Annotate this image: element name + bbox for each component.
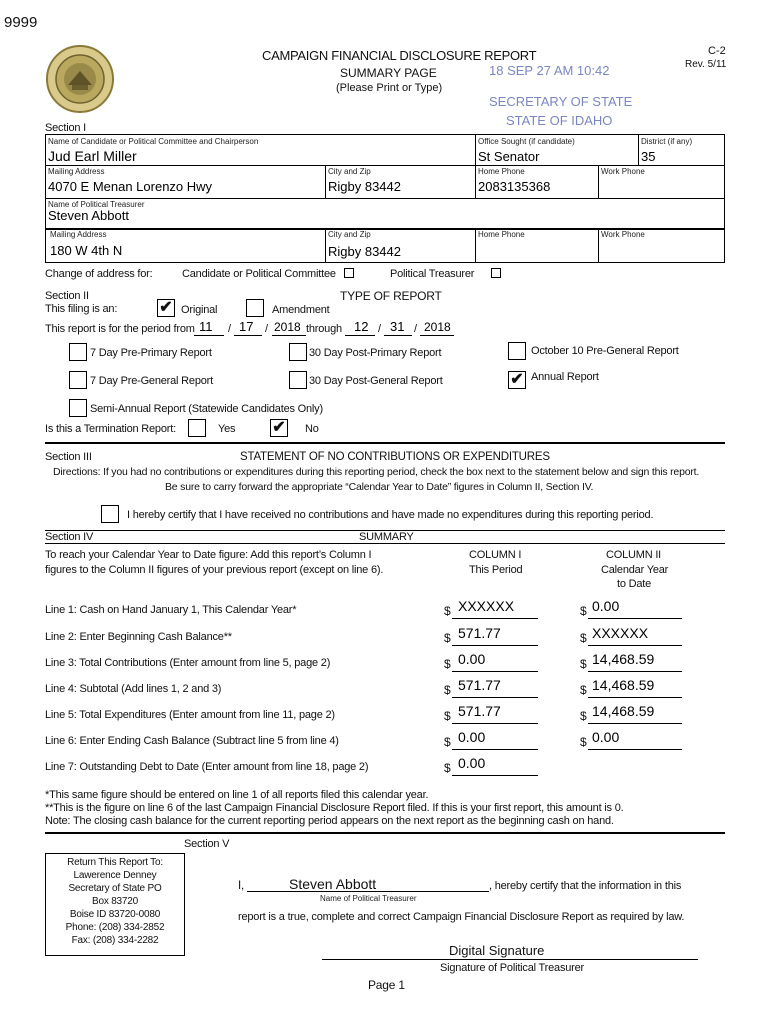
termination-no-checkbox[interactable] (270, 419, 288, 437)
change-candidate-checkbox[interactable] (344, 268, 354, 278)
col1-currency: $ (444, 735, 451, 749)
summary-instruction-1: To reach your Calendar Year to Date figure: Add this report’s Column I (45, 549, 372, 561)
col1-amount-field[interactable]: 571.77 (458, 677, 501, 693)
october-10-checkbox[interactable] (508, 342, 526, 360)
semi-annual-label: Semi-Annual Report (Statewide Candidates Only) (90, 403, 323, 415)
certify-text-2: report is a true, complete and correct Campaign Financial Disclosure Report as required by law. (238, 911, 685, 923)
semi-annual-checkbox[interactable] (69, 399, 87, 417)
termination-no-label: No (305, 423, 319, 435)
summary-line-label: Line 5: Total Expenditures (Enter amount from line 11, page 2) (45, 709, 335, 721)
annual-report-label: Annual Report (531, 371, 599, 383)
return-address-line: Phone: (208) 334-2852 (65, 922, 165, 933)
post-primary-30-label: 30 Day Post-Primary Report (309, 347, 442, 359)
checkmark-icon: ✔ (159, 299, 173, 316)
col1-currency: $ (444, 657, 451, 671)
col2-amount-field[interactable]: XXXXXX (592, 625, 649, 641)
treasurer-mailing-field[interactable]: 180 W 4th N (50, 243, 123, 258)
col2-amount-field[interactable]: 14,468.59 (592, 651, 655, 667)
from-day-field[interactable]: 17 (239, 319, 254, 334)
original-label: Original (181, 304, 218, 316)
state-seal (46, 45, 114, 113)
return-address-line: Fax: (208) 334-2282 (71, 935, 159, 946)
summary-line-label: Line 4: Subtotal (Add lines 1, 2 and 3) (45, 683, 222, 695)
no-contributions-title: STATEMENT OF NO CONTRIBUTIONS OR EXPENDITURES (240, 451, 550, 463)
col2-amount-field[interactable]: 14,468.59 (592, 703, 655, 719)
checkmark-icon: ✔ (272, 419, 286, 436)
treasurer-name-field[interactable]: Steven Abbott (48, 208, 129, 223)
home-phone-label: Home Phone (478, 167, 525, 176)
home-phone-field[interactable]: 2083135368 (478, 179, 551, 194)
received-stamp-state: STATE OF IDAHO (506, 113, 613, 128)
no-contributions-checkbox[interactable] (101, 505, 119, 523)
post-general-30-checkbox[interactable] (289, 371, 307, 389)
section-4-label: Section IV (45, 531, 94, 543)
october-10-label: October 10 Pre-General Report (531, 345, 679, 357)
print-instruction: (Please Print or Type) (336, 82, 443, 94)
work-phone-label: Work Phone (601, 167, 645, 176)
col2-currency: $ (580, 657, 587, 671)
summary-note-3: Note: The closing cash balance for the current reporting period appears on the next report as the beginning cash on hand. (45, 815, 614, 827)
to-month-field[interactable]: 12 (354, 319, 369, 334)
checkmark-icon: ✔ (510, 371, 524, 388)
original-checkbox[interactable] (157, 299, 175, 317)
column-2-header: COLUMN II (606, 549, 662, 561)
summary-line-label: Line 1: Cash on Hand January 1, This Calendar Year* (45, 604, 297, 616)
to-day-field[interactable]: 31 (390, 319, 405, 334)
treasurer-signature-name-field[interactable]: Steven Abbott (289, 876, 377, 892)
report-title: CAMPAIGN FINANCIAL DISCLOSURE REPORT (262, 48, 537, 63)
certify-i-label: I, (238, 880, 244, 892)
summary-instruction-2: figures to the Column II figures of your previous report (except on line 6). (45, 564, 384, 576)
received-stamp-office: SECRETARY OF STATE (489, 94, 633, 109)
signature-field[interactable]: Digital Signature (449, 943, 545, 958)
col1-currency: $ (444, 709, 451, 723)
return-address-line: Secretary of State PO (68, 883, 162, 894)
treasurer-work-phone-label: Work Phone (601, 230, 645, 239)
return-address-box (45, 853, 185, 956)
treasurer-name-caption: Name of Political Treasurer (320, 894, 417, 903)
section-1-label: Section I (45, 122, 87, 134)
post-general-30-label: 30 Day Post-General Report (309, 375, 443, 387)
col2-currency: $ (580, 604, 587, 618)
signature-caption: Signature of Political Treasurer (440, 962, 585, 974)
col1-currency: $ (444, 761, 451, 775)
column-2-subheader-2: to Date (617, 578, 652, 590)
page-number: Page 1 (368, 978, 405, 992)
pre-general-7-checkbox[interactable] (69, 371, 87, 389)
termination-label: Is this a Termination Report: (45, 423, 176, 435)
col1-amount-field[interactable]: 571.77 (458, 703, 501, 719)
pre-primary-7-checkbox[interactable] (69, 343, 87, 361)
pre-general-7-label: 7 Day Pre-General Report (90, 375, 213, 387)
column-2-subheader: Calendar Year (601, 564, 669, 576)
district-field[interactable]: 35 (641, 149, 656, 164)
revision: Rev. 5/11 (685, 59, 727, 70)
return-address-line: Boise ID 83720-0080 (69, 909, 161, 920)
directions-line-2: Be sure to carry forward the appropriate “Calendar Year to Date” figures in Column II, Section IV. (165, 481, 594, 493)
filing-label: This filing is an: (45, 303, 118, 315)
summary-line-label: Line 6: Enter Ending Cash Balance (Subtract line 5 from line 4) (45, 735, 339, 747)
col2-amount-field[interactable]: 0.00 (592, 729, 620, 745)
treasurer-home-phone-label: Home Phone (478, 230, 525, 239)
section-2-label: Section II (45, 290, 89, 302)
treasurer-mailing-label: Mailing Address (50, 230, 107, 239)
summary-line-label: Line 3: Total Contributions (Enter amount from line 5, page 2) (45, 657, 331, 669)
col2-currency: $ (580, 683, 587, 697)
col2-amount-field[interactable]: 0.00 (592, 598, 620, 614)
return-address-line: Return This Report To: (67, 857, 163, 868)
directions-line-1: Directions: If you had no contributions or expenditures during this reporting period, check the box next to the statement below and sign this report. (53, 466, 700, 478)
city-zip-label: City and Zip (328, 167, 371, 176)
col1-currency: $ (444, 604, 451, 618)
section-5-label: Section V (184, 838, 230, 850)
col1-amount-field[interactable]: 0.00 (458, 729, 486, 745)
col2-amount-field[interactable]: 14,468.59 (592, 677, 655, 693)
no-contributions-certify: I hereby certify that I have received no contributions and have made no expenditures during this reporting period. (127, 509, 654, 521)
to-year-field[interactable]: 2018 (424, 320, 451, 334)
return-address-line: Lawerence Denney (73, 870, 157, 881)
termination-yes-label: Yes (218, 423, 236, 435)
office-sought-field[interactable]: St Senator (478, 149, 540, 164)
amendment-label: Amendment (272, 304, 330, 316)
district-label: District (if any) (641, 137, 693, 146)
summary-line-label: Line 2: Enter Beginning Cash Balance** (45, 631, 232, 643)
col1-amount-field[interactable]: XXXXXX (458, 598, 515, 614)
col1-currency: $ (444, 631, 451, 645)
mailing-address-label: Mailing Address (48, 167, 105, 176)
treasurer-city-label: City and Zip (328, 230, 371, 239)
change-address-label: Change of address for: (45, 268, 153, 280)
col2-currency: $ (580, 709, 587, 723)
from-month-field[interactable]: 11 (199, 319, 213, 334)
col1-amount-field[interactable]: 0.00 (458, 755, 486, 771)
candidate-name-label: Name of Candidate or Political Committee and Chairperson (48, 137, 259, 146)
received-stamp-date: 18 SEP 27 AM 10:42 (489, 63, 610, 78)
col2-currency: $ (580, 631, 587, 645)
amendment-checkbox[interactable] (246, 299, 264, 317)
annual-report-checkbox[interactable] (508, 371, 526, 389)
city-zip-field[interactable]: Rigby 83442 (328, 179, 401, 194)
treasurer-city-field[interactable]: Rigby 83442 (328, 244, 401, 259)
form-number: 9999 (4, 14, 38, 31)
summary-line-label: Line 7: Outstanding Debt to Date (Enter amount from line 18, page 2) (45, 761, 369, 773)
column-1-subheader: This Period (469, 564, 523, 576)
summary-note-1: *This same figure should be entered on line 1 of all reports filed this calendar year. (45, 789, 429, 801)
period-label: This report is for the period from (45, 323, 195, 335)
report-subtitle: SUMMARY PAGE (340, 66, 437, 80)
col1-amount-field[interactable]: 0.00 (458, 651, 486, 667)
mailing-address-field[interactable]: 4070 E Menan Lorenzo Hwy (48, 179, 213, 194)
section-3-label: Section III (45, 451, 92, 463)
change-treasurer-label: Political Treasurer (390, 268, 475, 280)
form-code: C-2 (708, 45, 726, 57)
through-label: through (306, 323, 342, 335)
col1-currency: $ (444, 683, 451, 697)
column-1-header: COLUMN I (469, 549, 522, 561)
return-address-line: Box 83720 (91, 896, 139, 907)
from-year-field[interactable]: 2018 (274, 320, 301, 334)
col2-currency: $ (580, 735, 587, 749)
candidate-name-field[interactable]: Jud Earl Miller (48, 148, 137, 164)
post-primary-30-checkbox[interactable] (289, 343, 307, 361)
certify-text-1: , hereby certify that the information in this (489, 880, 682, 892)
summary-title: SUMMARY (359, 531, 414, 543)
pre-primary-7-label: 7 Day Pre-Primary Report (90, 347, 212, 359)
change-candidate-label: Candidate or Political Committee (182, 268, 336, 280)
treasurer-name-label: Name of Political Treasurer (48, 200, 145, 209)
summary-note-2: **This is the figure on line 6 of the last Campaign Financial Disclosure Report filed. If this is your first report, this amount is 0. (45, 802, 624, 814)
termination-yes-checkbox[interactable] (188, 419, 206, 437)
office-sought-label: Office Sought (if candidate) (478, 137, 575, 146)
col1-amount-field[interactable]: 571.77 (458, 625, 501, 641)
change-treasurer-checkbox[interactable] (491, 268, 501, 278)
type-of-report-title: TYPE OF REPORT (340, 289, 442, 303)
